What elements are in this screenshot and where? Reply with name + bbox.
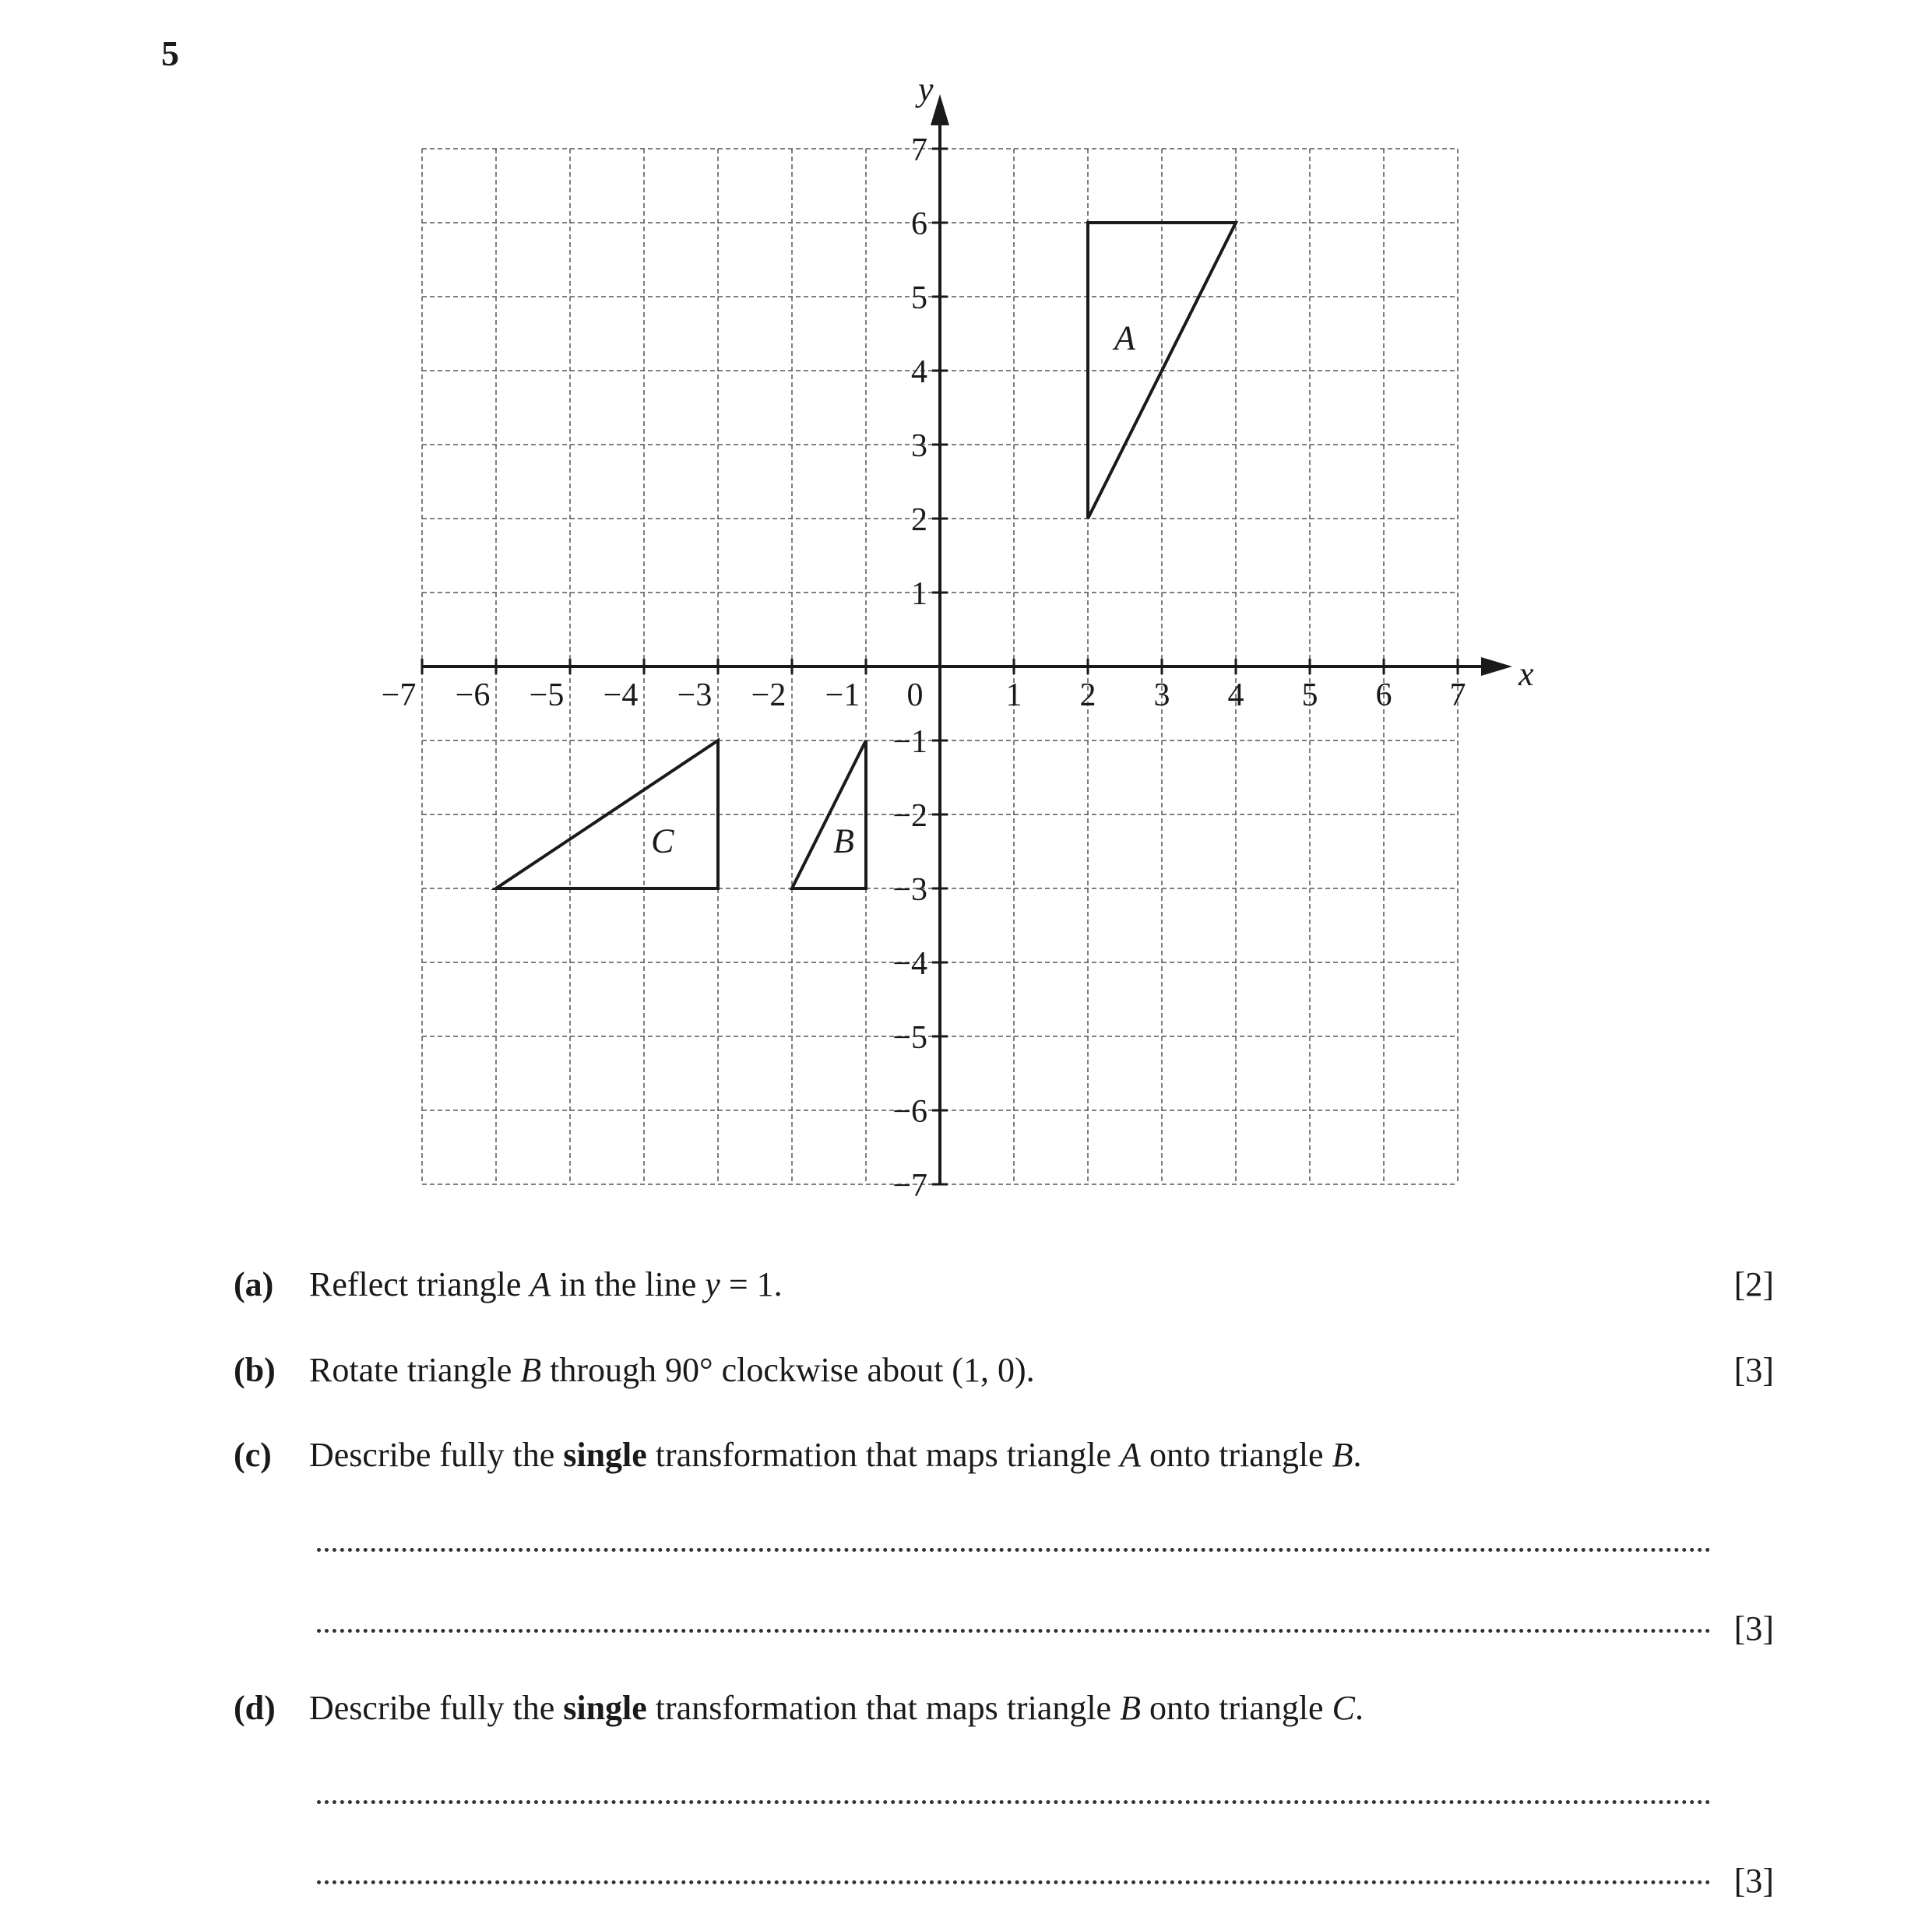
question-number: 5 (161, 33, 179, 73)
triangle-a-label: A (1114, 318, 1135, 357)
part-a-prompt: Reflect triangle A in the line y = 1. (309, 1265, 783, 1303)
x-tick-label: 4 (1227, 677, 1244, 713)
part-d-prompt: Describe fully the single transformation that maps triangle B onto triangle C. (309, 1689, 1364, 1727)
x-tick-label: 1 (1005, 677, 1022, 713)
part-a (234, 1265, 783, 1303)
part-b-letter: (b) (234, 1351, 276, 1389)
y-tick-label: 4 (911, 354, 927, 390)
part-d-marks: [3] (1733, 1862, 1774, 1900)
y-tick-label: 5 (911, 280, 927, 316)
y-tick-label: −4 (892, 946, 927, 982)
y-tick-label: −6 (892, 1094, 927, 1130)
part-c-letter: (c) (234, 1436, 272, 1474)
x-tick-label: 0 (906, 677, 924, 713)
part-d-letter: (d) (234, 1689, 276, 1727)
x-tick-label: 2 (1079, 677, 1096, 713)
y-tick-label: −2 (892, 798, 927, 834)
part-b-prompt: Rotate triangle B through 90° clockwise about (1, 0). (309, 1351, 1035, 1389)
y-tick-label: −5 (892, 1020, 927, 1056)
x-tick-label: −5 (529, 677, 565, 713)
part-d-answer-line-2[interactable] (317, 1880, 1711, 1884)
part-c-answer-line-2[interactable] (317, 1629, 1711, 1633)
x-tick-label: 6 (1375, 677, 1392, 713)
x-tick-label: −3 (677, 677, 713, 713)
y-tick-label: 6 (911, 206, 927, 242)
part-b (234, 1353, 1035, 1388)
x-tick-label: −2 (751, 677, 787, 713)
x-axis-arrow-icon (1481, 657, 1512, 676)
y-axis-arrow-icon (931, 94, 949, 125)
y-tick-label: −1 (892, 724, 927, 760)
y-tick-label: −7 (892, 1168, 927, 1204)
x-tick-label: 3 (1153, 677, 1170, 713)
part-d (234, 1691, 1364, 1725)
part-a-letter: (a) (234, 1265, 274, 1303)
part-a-marks: [2] (1733, 1265, 1774, 1303)
x-tick-label: −7 (381, 677, 417, 713)
x-tick-label: −6 (455, 677, 491, 713)
y-axis-label: y (918, 70, 934, 108)
y-tick-label: 7 (911, 132, 927, 168)
part-b-marks: [3] (1733, 1351, 1774, 1389)
part-c (234, 1438, 1361, 1472)
y-tick-label: 3 (911, 428, 927, 464)
y-tick-label: 1 (911, 576, 927, 612)
part-c-prompt: Describe fully the single transformation that maps triangle A onto triangle B. (309, 1436, 1362, 1474)
triangle-c (496, 740, 718, 888)
y-tick-label: −3 (892, 872, 927, 908)
triangle-b-label: B (833, 821, 854, 860)
axes (422, 70, 1534, 1184)
part-d-answer-line-1[interactable] (317, 1800, 1711, 1804)
x-tick-label: −1 (825, 677, 860, 713)
x-tick-label: 5 (1301, 677, 1318, 713)
triangle-c-label: C (651, 821, 674, 860)
y-tick-label: 2 (911, 502, 927, 538)
x-axis-label: x (1519, 655, 1534, 693)
part-c-answer-line-1[interactable] (317, 1548, 1711, 1552)
x-tick-label: 7 (1449, 677, 1466, 713)
part-c-marks: [3] (1733, 1609, 1774, 1648)
x-tick-label: −4 (603, 677, 639, 713)
